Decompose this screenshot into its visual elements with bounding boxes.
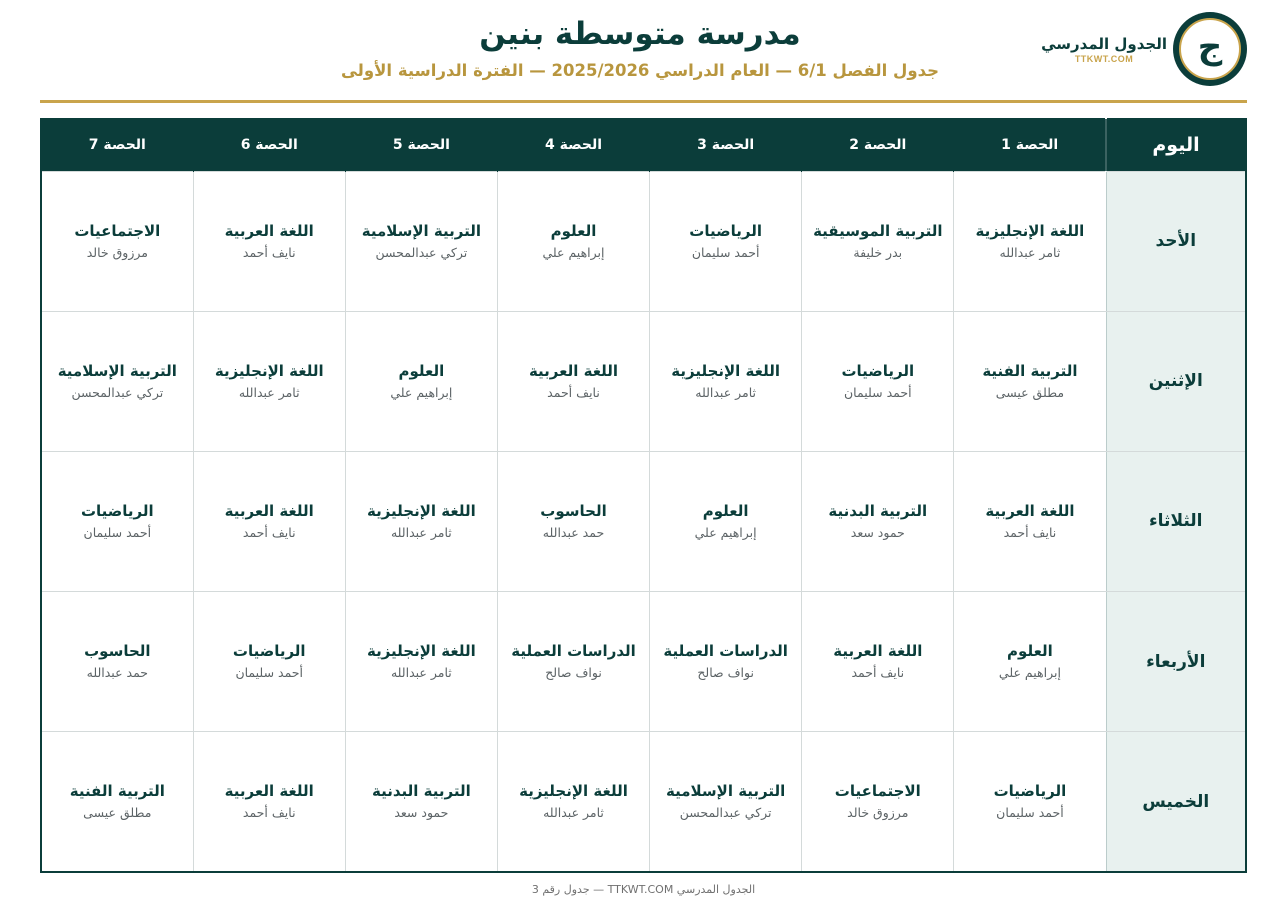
lesson-cell	[497, 171, 649, 311]
lesson-cell	[497, 311, 649, 451]
lesson-cell	[193, 451, 345, 591]
lesson-cell	[193, 732, 345, 872]
lesson-subject: العلوم	[1007, 642, 1053, 661]
lesson-teacher: مرزوق خالد	[86, 244, 148, 260]
lesson-subject: اللغة العربية	[985, 501, 1075, 520]
lesson-subject: اللغة الإنجليزية	[519, 782, 628, 801]
lesson-subject: التربية الإسلامية	[361, 221, 481, 240]
lesson-subject: الرياضيات	[232, 642, 306, 661]
lesson-cell	[650, 592, 802, 732]
lesson-subject: الاجتماعيات	[834, 782, 921, 801]
lesson-cell	[954, 171, 1106, 311]
lesson-teacher: ثامر عبدالله	[238, 384, 300, 400]
lesson-cell	[41, 451, 193, 591]
day-cell: الثلاثاء	[1106, 451, 1246, 591]
logo-glyph-icon: ج	[1197, 27, 1223, 67]
lesson-teacher: نايف أحمد	[547, 384, 600, 400]
period-header-1: الحصة 1	[954, 119, 1106, 171]
lesson-teacher: ثامر عبدالله	[390, 665, 452, 681]
logo-name-ar: الجدول المدرسي	[1041, 34, 1167, 53]
lesson-cell	[41, 171, 193, 311]
lesson-subject: التربية الموسيقية	[813, 221, 943, 240]
lesson-teacher: تركي عبدالمحسن	[679, 805, 772, 821]
page-subtitle: جدول الفصل 6/1 — العام الدراسي 2025/2026 — الفترة الدراسية الأولى	[340, 61, 939, 80]
lesson-cell	[650, 171, 802, 311]
lesson-subject: الحاسوب	[84, 642, 151, 661]
lesson-teacher: ثامر عبدالله	[390, 524, 452, 540]
lesson-teacher: ثامر عبدالله	[543, 805, 604, 821]
lesson-subject: الاجتماعيات	[74, 221, 161, 240]
lesson-subject: التربية البدنية	[828, 501, 928, 520]
lesson-cell	[345, 451, 497, 591]
lesson-teacher: أحمد سليمان	[844, 384, 912, 400]
title-block	[330, 14, 950, 86]
lesson-teacher: حمود سعد	[394, 805, 449, 821]
lesson-cell	[345, 311, 497, 451]
lesson-cell	[41, 732, 193, 872]
period-header-3: الحصة 3	[650, 119, 802, 171]
lesson-teacher: نايف أحمد	[1003, 524, 1057, 540]
lesson-cell	[954, 732, 1106, 872]
period-header-7: الحصة 7	[41, 119, 193, 171]
lesson-teacher: تركي عبدالمحسن	[71, 384, 164, 400]
lesson-subject: الرياضيات	[689, 221, 762, 240]
lesson-teacher: ثامر عبدالله	[695, 384, 757, 400]
lesson-subject: العلوم	[550, 221, 597, 240]
lesson-subject: الحاسوب	[540, 501, 607, 520]
lesson-cell	[193, 171, 345, 311]
lesson-cell	[650, 311, 802, 451]
day-cell: الخميس	[1106, 732, 1246, 872]
table-row	[41, 592, 1246, 732]
lesson-subject: اللغة العربية	[224, 221, 314, 240]
lesson-teacher: مطلق عيسى	[83, 805, 152, 821]
lesson-cell	[802, 311, 954, 451]
lesson-teacher: نايف أحمد	[242, 805, 296, 821]
timetable-body	[41, 171, 1246, 872]
table-row	[41, 451, 1246, 591]
lesson-teacher: حمد عبدالله	[542, 524, 605, 540]
page-title: مدرسة متوسطة بنين	[479, 16, 801, 52]
lesson-subject: اللغة العربية	[224, 501, 314, 520]
logo-text	[1041, 35, 1167, 64]
lesson-teacher: إبراهيم علي	[694, 524, 757, 540]
lesson-teacher: نواف صالح	[697, 665, 754, 681]
lesson-subject: التربية الإسلامية	[57, 361, 177, 380]
lesson-cell	[193, 592, 345, 732]
lesson-teacher: نايف أحمد	[242, 524, 296, 540]
lesson-cell	[954, 311, 1106, 451]
lesson-cell	[954, 592, 1106, 732]
lesson-teacher: ثامر عبدالله	[999, 244, 1061, 260]
lesson-cell	[802, 171, 954, 311]
lesson-subject: اللغة الإنجليزية	[975, 221, 1085, 240]
lesson-subject: الدراسات العملية	[663, 642, 788, 661]
site-logo[interactable]	[1041, 12, 1247, 86]
lesson-cell	[650, 451, 802, 591]
lesson-cell	[345, 592, 497, 732]
timetable-header-row	[41, 119, 1246, 171]
lesson-cell	[41, 311, 193, 451]
lesson-subject: العلوم	[702, 501, 749, 520]
lesson-teacher: إبراهيم علي	[542, 244, 605, 260]
lesson-cell	[954, 451, 1106, 591]
lesson-cell	[41, 592, 193, 732]
lesson-subject: الرياضيات	[841, 361, 915, 380]
period-header-6: الحصة 6	[193, 119, 345, 171]
lesson-teacher: أحمد سليمان	[691, 244, 760, 260]
lesson-subject: التربية الفنية	[982, 361, 1078, 380]
logo-ring	[1179, 18, 1241, 80]
lesson-teacher: إبراهيم علي	[390, 384, 453, 400]
lesson-teacher: نواف صالح	[545, 665, 602, 681]
lesson-teacher: بدر خليفة	[853, 244, 903, 260]
lesson-cell	[497, 592, 649, 732]
lesson-subject: اللغة الإنجليزية	[671, 361, 781, 380]
lesson-teacher: أحمد سليمان	[996, 805, 1064, 821]
page-footer: الجدول المدرسي TTKWT.COM — جدول رقم 3	[531, 883, 756, 896]
day-cell: الإثنين	[1106, 311, 1246, 451]
lesson-subject: اللغة الإنجليزية	[214, 361, 324, 380]
lesson-subject: اللغة الإنجليزية	[366, 642, 476, 661]
lesson-cell	[802, 732, 954, 872]
lesson-teacher: نايف أحمد	[242, 244, 296, 260]
day-cell: الأربعاء	[1106, 592, 1246, 732]
logo-name-en: TTKWT.COM	[1074, 53, 1134, 64]
lesson-cell	[650, 732, 802, 872]
lesson-teacher: مطلق عيسى	[995, 384, 1065, 400]
lesson-subject: التربية الفنية	[69, 782, 165, 801]
period-header-2: الحصة 2	[802, 119, 954, 171]
timetable	[40, 118, 1247, 873]
period-header-5: الحصة 5	[345, 119, 497, 171]
header-divider	[40, 100, 1247, 103]
logo-badge	[1173, 12, 1247, 86]
lesson-cell	[193, 311, 345, 451]
lesson-teacher: حمد عبدالله	[86, 665, 149, 681]
page-header	[40, 0, 1247, 104]
lesson-teacher: إبراهيم علي	[998, 665, 1061, 681]
lesson-subject: الرياضيات	[993, 782, 1067, 801]
lesson-subject: اللغة العربية	[833, 642, 923, 661]
lesson-cell	[802, 592, 954, 732]
lesson-teacher: أحمد سليمان	[83, 524, 152, 540]
lesson-cell	[497, 732, 649, 872]
lesson-teacher: أحمد سليمان	[235, 665, 303, 681]
lesson-subject: اللغة العربية	[224, 782, 314, 801]
lesson-subject: التربية البدنية	[372, 782, 471, 801]
lesson-subject: الرياضيات	[80, 501, 154, 520]
lesson-cell	[497, 451, 649, 591]
lesson-teacher: حمود سعد	[850, 524, 905, 540]
lesson-cell	[345, 171, 497, 311]
day-column-header: اليوم	[1106, 119, 1246, 171]
table-row	[41, 311, 1246, 451]
table-row	[41, 171, 1246, 311]
lesson-cell	[802, 451, 954, 591]
lesson-subject: العلوم	[398, 361, 445, 380]
lesson-cell	[345, 732, 497, 872]
period-header-4: الحصة 4	[497, 119, 649, 171]
day-cell: الأحد	[1106, 171, 1246, 311]
lesson-subject: اللغة العربية	[528, 361, 619, 380]
lesson-subject: التربية الإسلامية	[666, 782, 786, 801]
lesson-subject: اللغة الإنجليزية	[366, 501, 476, 520]
lesson-teacher: تركي عبدالمحسن	[375, 244, 468, 260]
table-row	[41, 732, 1246, 872]
lesson-teacher: نايف أحمد	[851, 665, 905, 681]
lesson-subject: الدراسات العملية	[511, 642, 636, 661]
lesson-teacher: مرزوق خالد	[847, 805, 909, 821]
